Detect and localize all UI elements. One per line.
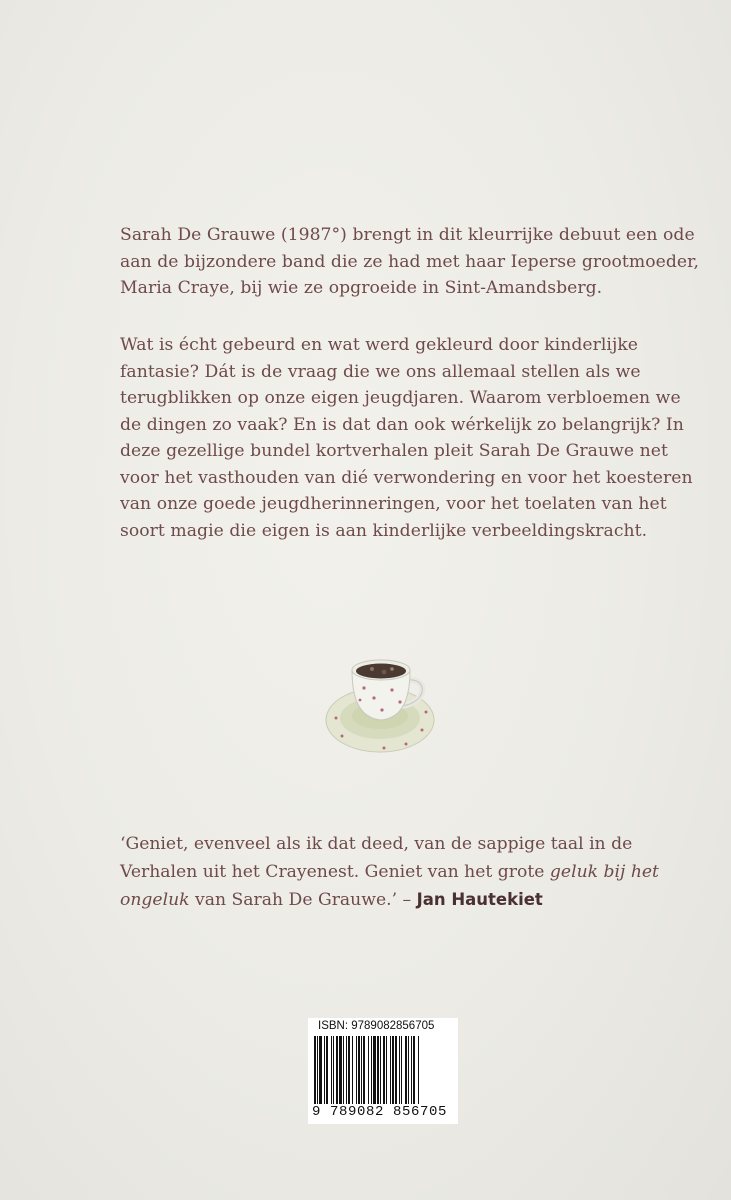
barcode-bar — [418, 1036, 419, 1108]
barcode-bar — [411, 1036, 412, 1108]
barcode-bar — [336, 1036, 338, 1108]
blurb-line: Wat is écht gebeurd en wat werd gekleurd door kinderlijke — [120, 335, 639, 355]
barcode-bar — [352, 1036, 353, 1108]
barcode-bar — [383, 1036, 385, 1108]
barcode-bar — [373, 1036, 376, 1108]
barcode-bar — [395, 1036, 397, 1108]
teacup-illustration — [322, 640, 446, 758]
isbn-label: ISBN: 9789082856705 — [318, 1020, 435, 1032]
blurb-line: van onze goede jeugdherinneringen, voor het toelaten van het — [120, 494, 667, 514]
quote-emphasis: geluk bij het — [549, 862, 659, 882]
barcode-bar — [331, 1036, 332, 1108]
barcode-bar — [339, 1036, 342, 1108]
quote-emphasis: ongeluk — [120, 890, 190, 910]
barcode-bar — [314, 1036, 316, 1108]
barcode-bar — [377, 1036, 379, 1108]
barcode-bar — [361, 1036, 362, 1108]
barcode-bar — [346, 1036, 347, 1108]
barcode-bar — [358, 1036, 360, 1108]
barcode-bar — [326, 1036, 328, 1108]
isbn-barcode — [308, 1018, 458, 1124]
quote-line — [120, 886, 650, 914]
quote-author: Jan Hautekiet — [416, 890, 543, 909]
blurb-line: terugblikken op onze eigen jeugdjaren. Waarom verbloemen we — [120, 388, 681, 408]
barcode-bar — [408, 1036, 409, 1108]
barcode-bar — [356, 1036, 357, 1108]
quote-text: van Sarah De Grauwe.’ – — [189, 890, 417, 910]
blurb-line: voor het vasthouden van dié verwondering en voor het koesteren — [120, 467, 693, 488]
barcode-bar — [317, 1036, 318, 1108]
barcode-bar — [343, 1036, 344, 1108]
endorsement-quote — [120, 830, 659, 914]
blurb-line: Sarah De Grauwe (1987°) brengt in dit kleurrijke debuut een ode — [120, 225, 695, 245]
barcode-bar — [324, 1036, 325, 1108]
blurb-line: Maria Craye, bij wie ze opgroeide in Sint-Amandsberg. — [120, 278, 603, 298]
quote-line — [120, 858, 659, 886]
blurb-paragraph-2 — [120, 332, 693, 544]
barcode-bar — [333, 1036, 334, 1108]
barcode-bar — [401, 1036, 402, 1108]
quote-line: ‘Geniet, evenveel als ik dat deed, van de sappige taal in de — [120, 834, 633, 854]
blurb-line: aan de bijzondere band die ze had met haar Ieperse grootmoeder, — [120, 251, 700, 272]
barcode-bar — [371, 1036, 372, 1108]
blurb-line: deze gezellige bundel kortverhalen pleit Sarah De Grauwe net — [120, 441, 668, 461]
quote-text: Verhalen uit het Crayenest. Geniet van het grote — [120, 862, 550, 882]
blurb-line: soort magie die eigen is aan kinderlijke verbeeldingskracht. — [120, 520, 648, 541]
blurb-line: de dingen zo vaak? En is dat dan ook wérkelijk zo belangrijk? In — [120, 414, 684, 435]
barcode-bar — [380, 1036, 381, 1108]
barcode-bar — [413, 1036, 415, 1108]
barcode-bar — [368, 1036, 369, 1108]
blurb-paragraph-1 — [120, 222, 700, 302]
barcode-bar — [405, 1036, 407, 1108]
barcode-bar — [319, 1036, 322, 1108]
barcode-bar — [363, 1036, 365, 1108]
blurb-line: fantasie? Dát is de vraag die we ons allemaal stellen als we — [120, 361, 641, 382]
barcode-bar — [390, 1036, 391, 1108]
barcode-bars — [312, 1036, 454, 1108]
barcode-digits: 9 789082 856705 — [312, 1104, 454, 1120]
barcode-bar — [399, 1036, 400, 1108]
barcode-bar — [348, 1036, 350, 1108]
barcode-bar — [386, 1036, 387, 1108]
barcode-bar — [392, 1036, 394, 1108]
